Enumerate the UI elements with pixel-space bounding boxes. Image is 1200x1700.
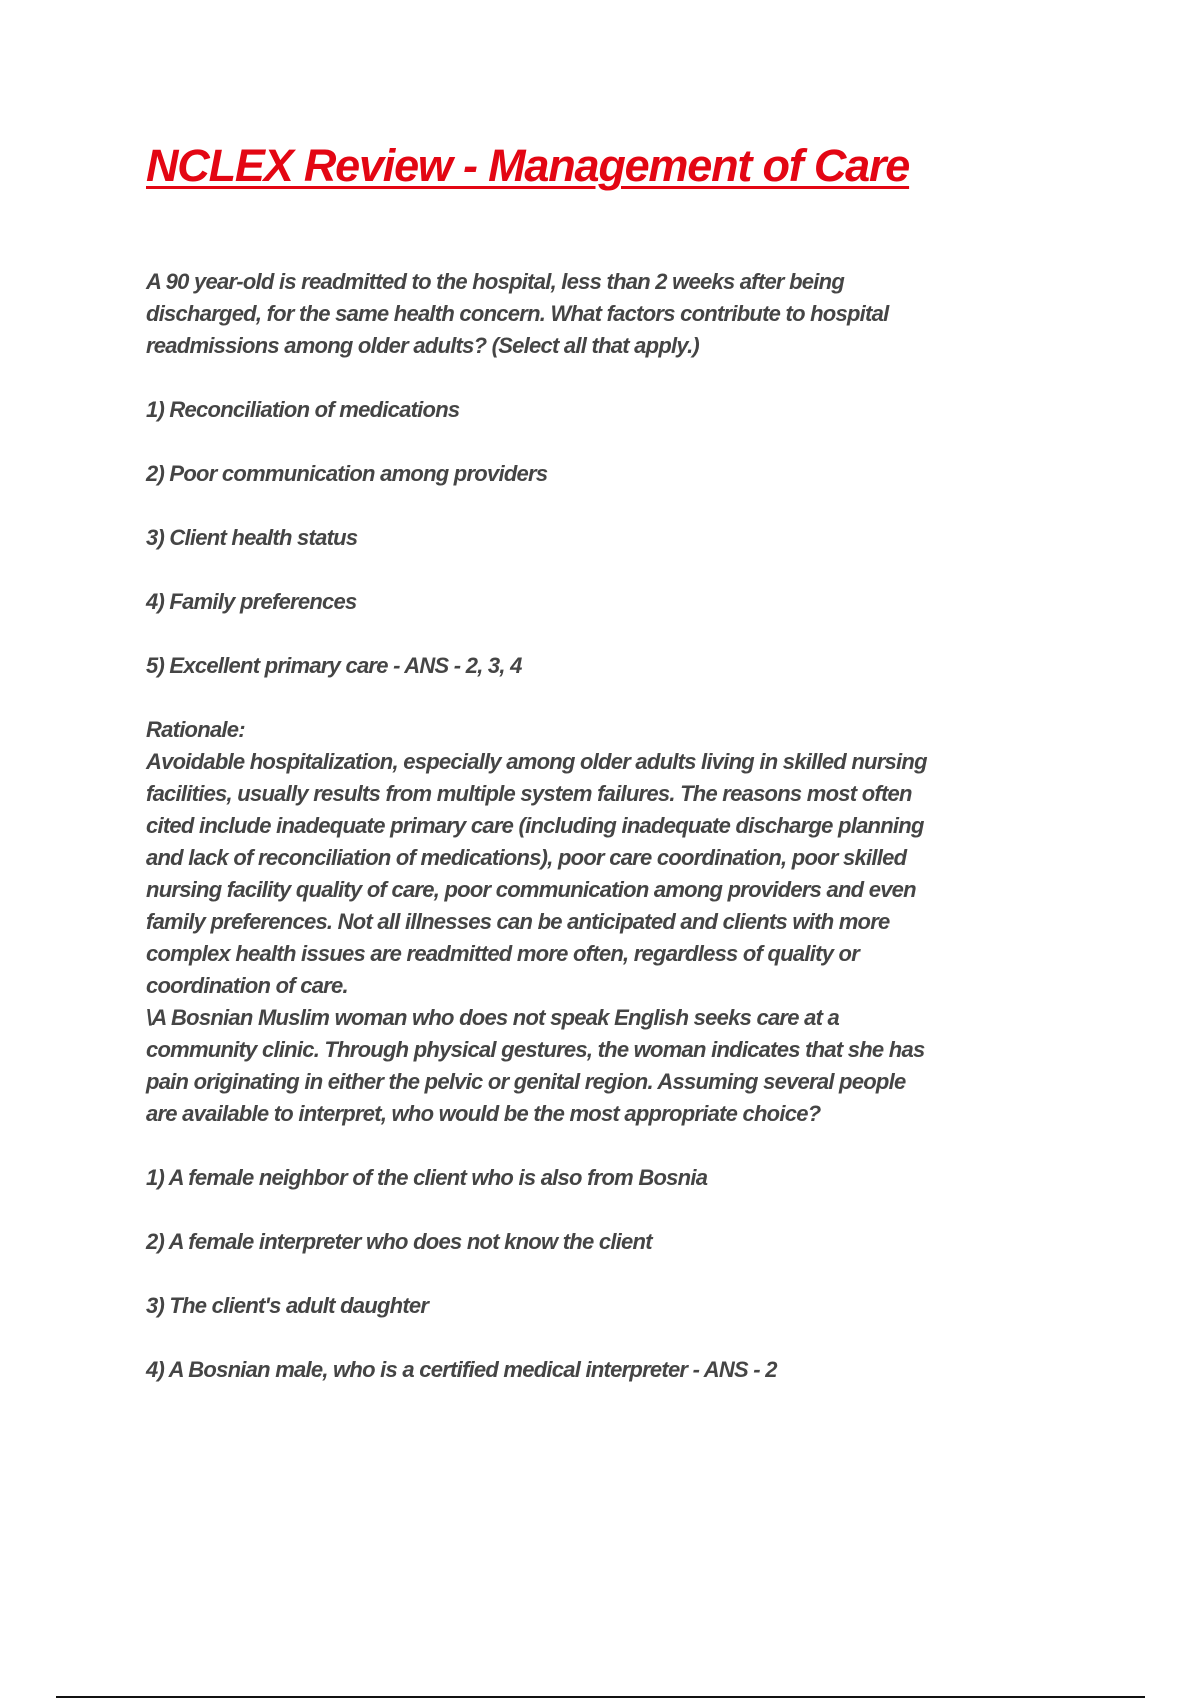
question-2-option: 2) A female interpreter who does not know the client	[146, 1229, 652, 1254]
paragraph-gap	[146, 362, 1146, 394]
rationale-line: family preferences. Not all illnesses can be anticipated and clients with more	[146, 909, 890, 934]
question-1-option: 2) Poor communication among providers	[146, 461, 548, 486]
question-2-stem-line: are available to interpret, who would be the most appropriate choice?	[146, 1101, 821, 1126]
question-1-stem-line: discharged, for the same health concern. What factors contribute to hospital	[146, 301, 889, 326]
question-1-stem-line: A 90 year-old is readmitted to the hospital, less than 2 weeks after being	[146, 269, 845, 294]
rationale-line: facilities, usually results from multiple system failures. The reasons most often	[146, 781, 912, 806]
paragraph-gap	[146, 554, 1146, 586]
paragraph-gap	[146, 1194, 1146, 1226]
rationale-line: nursing facility quality of care, poor communication among providers and even	[146, 877, 916, 902]
question-1-stem-line: readmissions among older adults? (Select all that apply.)	[146, 333, 700, 358]
paragraph-gap	[146, 1130, 1146, 1162]
paragraph-gap	[146, 1258, 1146, 1290]
page-bottom-rule	[56, 1696, 1145, 1698]
paragraph-gap	[146, 426, 1146, 458]
question-1-option: 3) Client health status	[146, 525, 358, 550]
rationale-line: complex health issues are readmitted more often, regardless of quality or	[146, 941, 860, 966]
question-2-stem-line: \A Bosnian Muslim woman who does not speak English seeks care at a	[146, 1005, 839, 1030]
question-1-option: 1) Reconciliation of medications	[146, 397, 460, 422]
paragraph-gap	[146, 682, 1146, 714]
question-2-stem-line: pain originating in either the pelvic or genital region. Assuming several people	[146, 1069, 906, 1094]
rationale-line: cited include inadequate primary care (including inadequate discharge planning	[146, 813, 924, 838]
paragraph-gap	[146, 618, 1146, 650]
rationale-line: coordination of care.	[146, 973, 348, 998]
question-2-option: 4) A Bosnian male, who is a certified medical interpreter - ANS - 2	[146, 1357, 777, 1382]
rationale-line: Avoidable hospitalization, especially among older adults living in skilled nursing	[146, 749, 927, 774]
document-title: NCLEX Review - Management of Care	[146, 140, 910, 191]
question-2-option: 1) A female neighbor of the client who is also from Bosnia	[146, 1165, 708, 1190]
question-1-option: 4) Family preferences	[146, 589, 357, 614]
rationale-line: and lack of reconciliation of medications), poor care coordination, poor skilled	[146, 845, 907, 870]
document-body	[146, 266, 1146, 1386]
question-2-option: 3) The client's adult daughter	[146, 1293, 429, 1318]
question-1-option: 5) Excellent primary care - ANS - 2, 3, 4	[146, 653, 522, 678]
paragraph-gap	[146, 1322, 1146, 1354]
rationale-label: Rationale:	[146, 717, 245, 742]
question-2-stem-line: community clinic. Through physical gestures, the woman indicates that she has	[146, 1037, 925, 1062]
paragraph-gap	[146, 490, 1146, 522]
